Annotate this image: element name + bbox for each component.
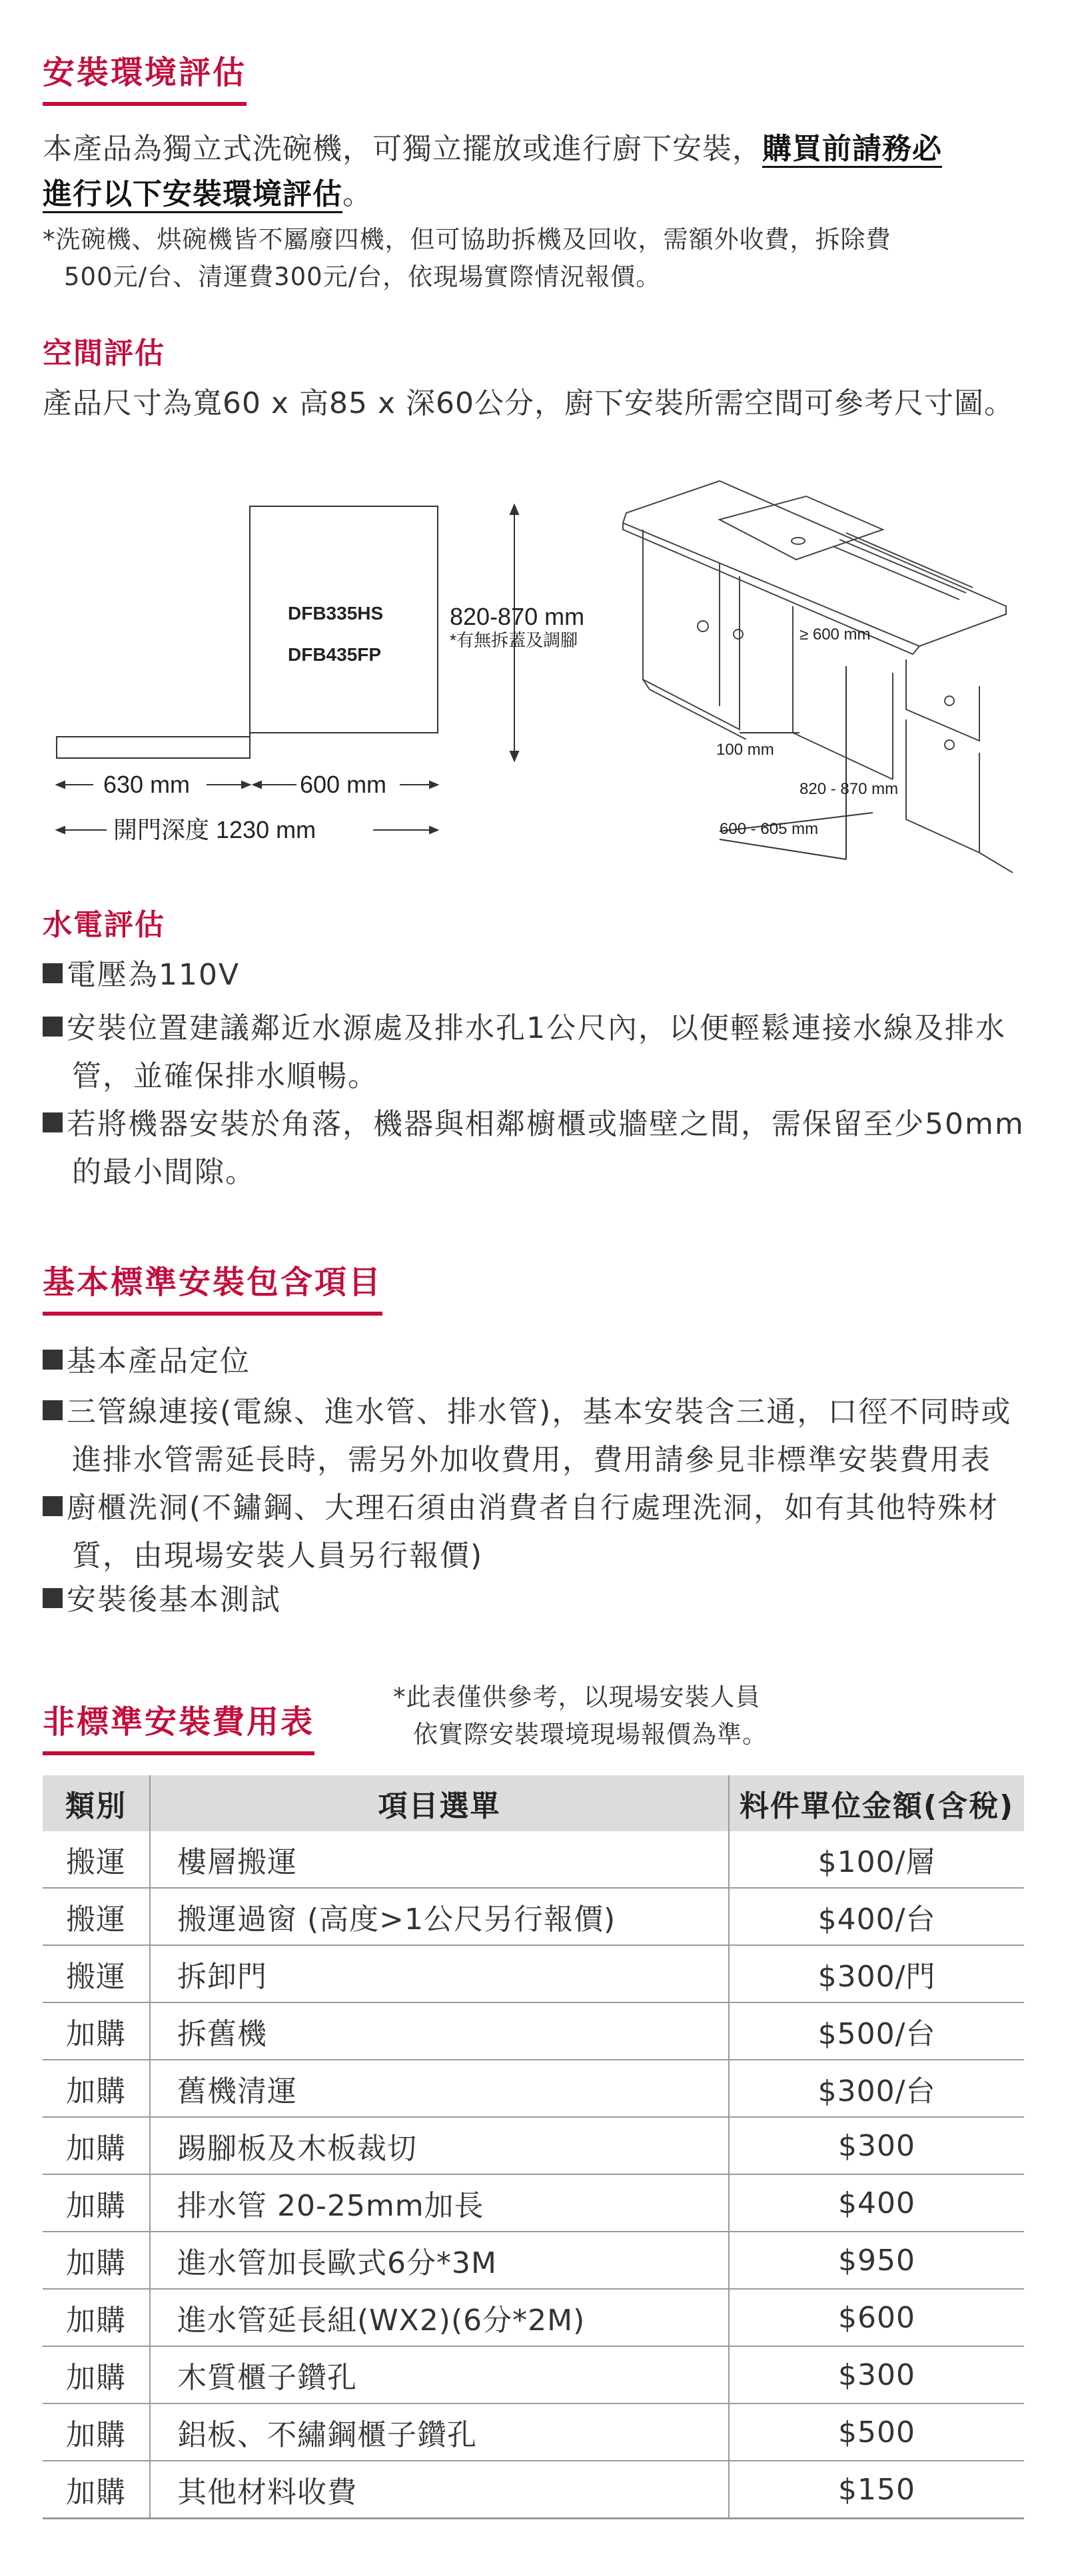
bullet-square (43, 1496, 63, 1516)
header-category: 類別 (43, 1775, 150, 1831)
depth-dim-label: 600 mm (300, 771, 387, 798)
table-row (43, 1831, 1024, 1888)
recycle-note-line2: 500元/台、清運費300元/台，依現場實際情況報價。 (64, 262, 662, 291)
row-category: 搬運 (43, 1888, 150, 1945)
row-price: $950 (729, 2232, 1024, 2289)
cabinet-100-label: 100 mm (716, 741, 774, 759)
row-price: $600 (729, 2289, 1024, 2346)
header-price: 料件單位金額(含稅) (729, 1775, 1024, 1831)
bullet-square (43, 1112, 63, 1132)
table-row (43, 2002, 1024, 2060)
table-row (43, 2117, 1024, 2174)
table-row (43, 2060, 1024, 2117)
recycle-note (43, 221, 1029, 296)
row-price: $500/台 (729, 2002, 1024, 2060)
table-row (43, 2403, 1024, 2461)
dimension-diagram (40, 466, 1033, 893)
open-depth-label: 開門深度 1230 mm (113, 816, 316, 843)
section-title-standard: 基本標準安裝包含項目 (43, 1256, 382, 1316)
door-dim-label: 630 mm (103, 771, 191, 798)
row-price: $400 (729, 2174, 1024, 2232)
fee-table (43, 1775, 1024, 2519)
row-category: 搬運 (43, 1831, 150, 1888)
fees-note-line2: 依實際安裝環境現場報價為準。 (413, 1720, 768, 1749)
bullet-square (43, 963, 63, 983)
row-category: 加購 (43, 2232, 150, 2289)
row-price: $150 (729, 2461, 1024, 2519)
power-item-3: 若將機器安裝於角落，機器與相鄰櫥櫃或牆壁之間，需保留至少50mm的最小間隙。 (43, 1100, 1029, 1196)
model-label-1: DFB335HS (288, 603, 384, 624)
table-row (43, 1888, 1024, 1945)
row-price: $100/層 (729, 1831, 1024, 1888)
height-note-label: *有無拆蓋及調腳 (450, 630, 578, 650)
table-row (43, 2346, 1024, 2403)
row-item: 搬運過窗 (高度>1公尺另行報價) (150, 1888, 729, 1945)
table-row (43, 2232, 1024, 2289)
recycle-note-line1: *洗碗機、烘碗機皆不屬廢四機，但可協助拆機及回收，需額外收費，拆除費 (43, 225, 891, 254)
cabinet-height-label: 820 - 870 mm (800, 780, 899, 798)
row-item: 鋁板、不繡鋼櫃子鑽孔 (150, 2403, 729, 2461)
bullet-square (43, 1400, 63, 1420)
bullet-square (43, 1350, 63, 1370)
bullet-square (43, 1588, 63, 1608)
row-category: 加購 (43, 2346, 150, 2403)
table-row (43, 1945, 1024, 2002)
row-item: 拆卸門 (150, 1945, 729, 2002)
dishwasher-side-view (57, 506, 438, 758)
table-row (43, 2289, 1024, 2346)
row-item: 進水管延長組(WX2)(6分*2M) (150, 2289, 729, 2346)
row-category: 加購 (43, 2060, 150, 2117)
intro-emphasis-2: 進行以下安裝環境評估 (43, 177, 342, 213)
row-item: 排水管 20-25mm加長 (150, 2174, 729, 2232)
intro-text: 本產品為獨立式洗碗機，可獨立擺放或進行廚下安裝， (43, 132, 762, 166)
power-item-2: 安裝位置建議鄰近水源處及排水孔1公尺內，以便輕鬆連接水線及排水管，並確保排水順暢。 (43, 1005, 1029, 1100)
row-item: 木質櫃子鑽孔 (150, 2346, 729, 2403)
table-row (43, 2461, 1024, 2519)
row-category: 加購 (43, 2002, 150, 2060)
fees-note (393, 1679, 768, 1753)
intro-paragraph (43, 127, 1029, 217)
header-item: 項目選單 (150, 1775, 729, 1831)
cabinet-width-label: 600 - 605 mm (720, 820, 819, 838)
row-price: $300/台 (729, 2060, 1024, 2117)
row-category: 加購 (43, 2289, 150, 2346)
row-price: $300 (729, 2346, 1024, 2403)
height-range-label: 820-870 mm (450, 603, 585, 630)
standard-item-3: 廚櫃洗洞(不鏽鋼、大理石須由消費者自行處理洗洞，如有其他特殊材質，由現場安裝人員另行報價) (43, 1484, 1029, 1580)
standard-item-1: 基本產品定位 (43, 1338, 1029, 1386)
row-price: $300 (729, 2117, 1024, 2174)
row-price: $500 (729, 2403, 1024, 2461)
row-item: 拆舊機 (150, 2002, 729, 2060)
row-price: $300/門 (729, 1945, 1024, 2002)
row-price: $400/台 (729, 1888, 1024, 1945)
section-title-install-env: 安裝環境評估 (43, 47, 247, 106)
bullet-square (43, 1017, 63, 1037)
row-category: 加購 (43, 2174, 150, 2232)
power-title: 水電評估 (43, 908, 165, 942)
space-text: 產品尺寸為寬60 x 高85 x 深60公分，廚下安裝所需空間可參考尺寸圖。 (43, 386, 1014, 420)
fee-table-body (43, 1831, 1024, 2519)
row-item: 舊機清運 (150, 2060, 729, 2117)
row-category: 加購 (43, 2403, 150, 2461)
fee-table-header (43, 1775, 1024, 1831)
cabinet-perspective (623, 481, 1013, 873)
fees-note-line1: *此表僅供參考，以現場安裝人員 (393, 1683, 761, 1711)
row-item: 其他材料收費 (150, 2461, 729, 2519)
row-category: 加購 (43, 2117, 150, 2174)
cabinet-600-label: ≥ 600 mm (800, 626, 871, 644)
section-title-fees: 非標準安裝費用表 (43, 1696, 314, 1755)
standard-item-4: 安裝後基本測試 (43, 1576, 1029, 1624)
table-row (43, 2174, 1024, 2232)
row-item: 進水管加長歐式6分*3M (150, 2232, 729, 2289)
row-category: 加購 (43, 2461, 150, 2519)
intro-end: 。 (342, 177, 372, 211)
model-label-2: DFB435FP (288, 644, 382, 665)
standard-item-2: 三管線連接(電線、進水管、排水管)，基本安裝含三通，口徑不同時或進排水管需延長時，需另外加收費用，費用請參見非標準安裝費用表 (43, 1388, 1029, 1484)
power-item-1: 電壓為110V (43, 951, 1029, 999)
row-item: 樓層搬運 (150, 1831, 729, 1888)
row-item: 踢腳板及木板裁切 (150, 2117, 729, 2174)
space-title: 空間評估 (43, 336, 165, 370)
row-category: 搬運 (43, 1945, 150, 2002)
intro-emphasis-1: 購買前請務必 (762, 132, 942, 168)
